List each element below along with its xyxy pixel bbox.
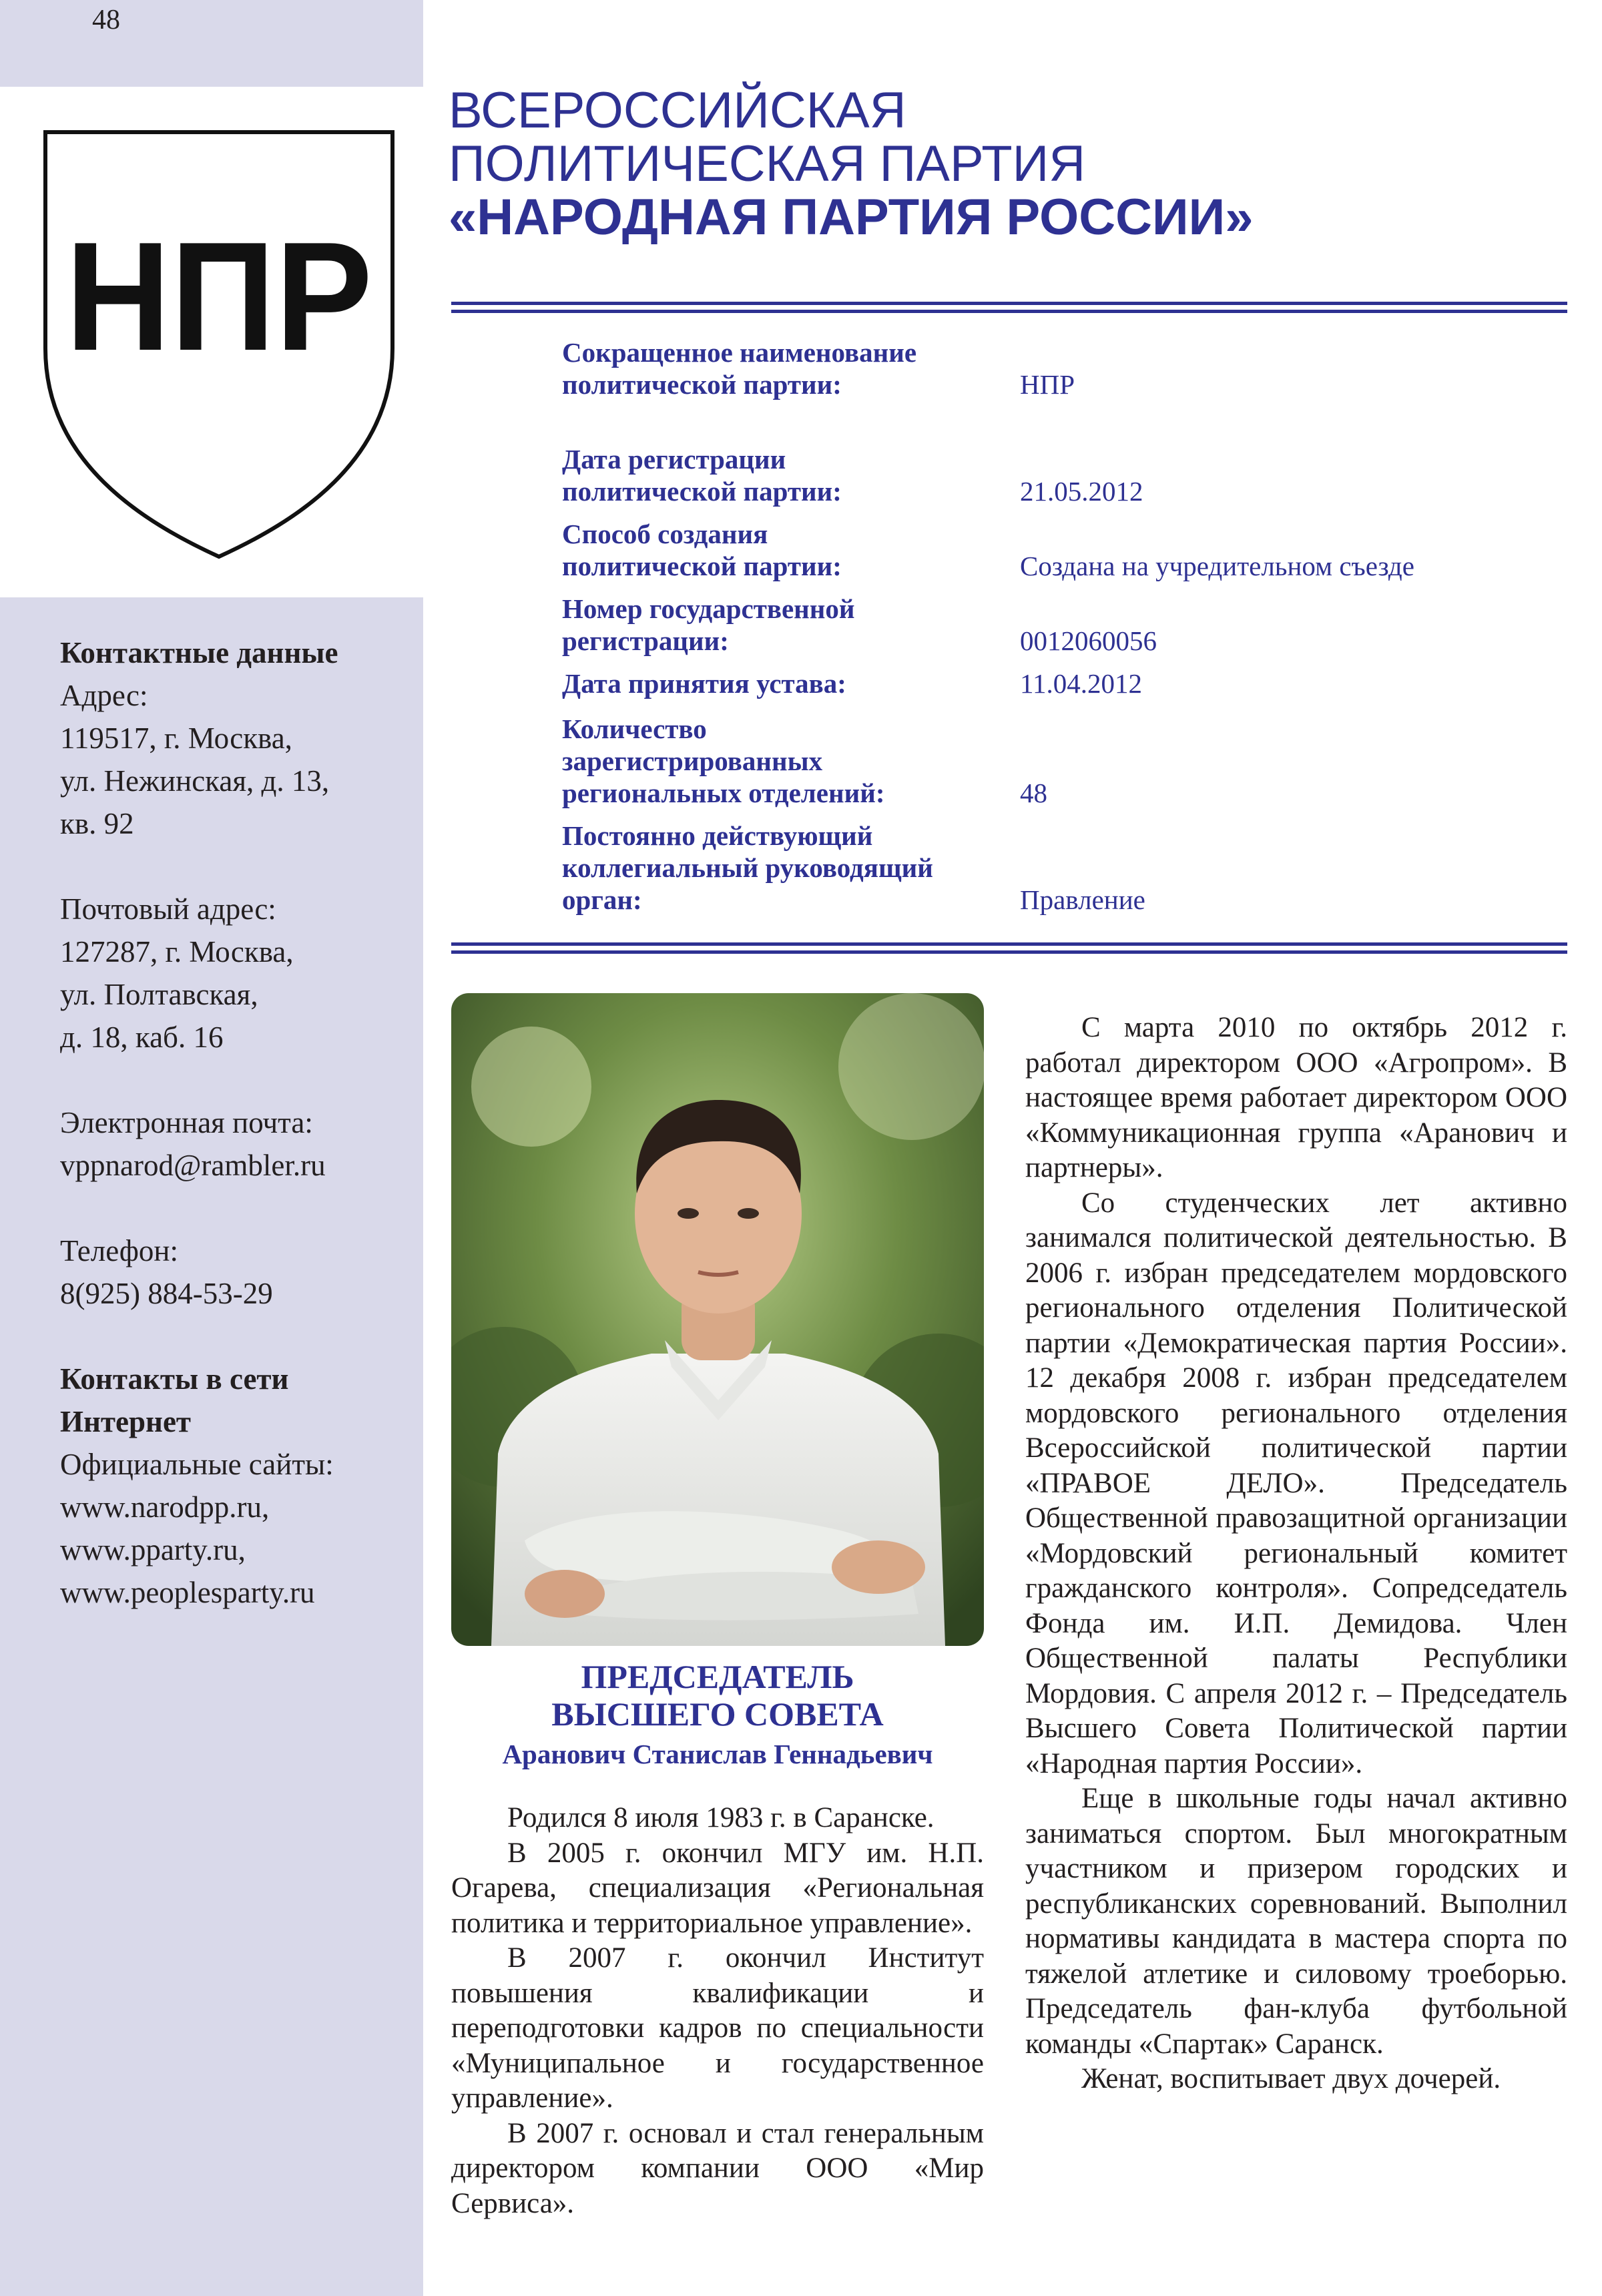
leader-title: ПРЕДСЕДАТЕЛЬ (581, 1658, 854, 1695)
bio-paragraph: Еще в школьные годы начал активно заниматься спортом. Был многократным участником и призером городских и республиканских соревнований. Выполнил нормативы кандидата в мастера спорта по тяжелой атлетике и силовому троеборью. Председатель фан-клуба футбольной команды «Спартак» Саранск. (1025, 1783, 1567, 2060)
bio-paragraph: В 2005 г. окончил МГУ им. Н.П. Огарева, специализация «Региональная политика и территориальное управление». (451, 1837, 984, 1939)
info-value: 48 (1020, 778, 1047, 808)
party-logo-shield (41, 128, 396, 561)
info-label: Номер государственной регистрации: (562, 593, 855, 656)
postal-line: ул. Полтавская, (60, 978, 258, 1011)
email-address[interactable]: vppnarod@rambler.ru (60, 1149, 326, 1182)
email-label: Электронная почта: (60, 1106, 313, 1139)
page-title (449, 84, 1583, 244)
bio-paragraph: В 2007 г. основал и стал генеральным директором компании ООО «Мир Сервиса». (451, 2117, 984, 2219)
contact-details (60, 631, 407, 1614)
leader-title: ВЫСШЕГО СОВЕТА (551, 1695, 884, 1733)
bio-column-right (1025, 1011, 1567, 2097)
address-label: Адрес: (60, 679, 148, 712)
info-value: НПР (1020, 369, 1075, 400)
postal-label: Почтовый адрес: (60, 892, 276, 926)
info-label: Постоянно действующий коллегиальный руководящий орган: (562, 820, 933, 915)
site-link[interactable]: www.peoplesparty.ru (60, 1576, 315, 1609)
phone-number: 8(925) 884-53-29 (60, 1277, 273, 1310)
info-label: Сокращенное наименование политической партии: (562, 337, 917, 400)
bio-paragraph: Родился 8 июля 1983 г. в Саранске. (507, 1802, 934, 1833)
double-rule-top (451, 302, 1567, 313)
info-value: Правление (1020, 884, 1145, 915)
title-line: ПОЛИТИЧЕСКАЯ ПАРТИЯ (449, 135, 1086, 192)
site-link[interactable]: www.narodpp.ru, (60, 1490, 270, 1524)
postal-line: д. 18, каб. 16 (60, 1021, 224, 1054)
leader-name: Аранович Станислав Геннадьевич (502, 1739, 933, 1769)
info-value: 21.05.2012 (1020, 476, 1143, 507)
info-label: Дата принятия устава: (562, 668, 846, 699)
info-label: Дата регистрации политической партии: (562, 444, 842, 507)
phone-label: Телефон: (60, 1234, 178, 1267)
title-party-name: «НАРОДНАЯ ПАРТИЯ РОССИИ» (449, 189, 1254, 246)
bio-column-left (451, 1801, 984, 2221)
title-line: ВСЕРОССИЙСКАЯ (449, 82, 906, 139)
postal-line: 127287, г. Москва, (60, 935, 294, 968)
site-link[interactable]: www.pparty.ru, (60, 1533, 246, 1566)
bio-paragraph: Со студенческих лет активно занимался политической деятельностью. В 2006 г. избран председателем мордовского регионального отделения Политической партии «Демократическая партия России». 12 декабря 2008 г. избран председателем мордовского регионального отделения Всероссийской политической партии «ПРАВОЕ ДЕЛО». Председатель Общественной правозащитной организации «Мордовский региональный комитет гражданского контроля». Сопредседатель Фонда им. И.П. Демидова. Член Общественной палаты Республики Мордовия. С апреля 2012 г. – Председатель Высшего Совета Политической партии «Народная партия России». (1025, 1187, 1567, 1779)
info-label: Способ создания политической партии: (562, 519, 842, 581)
info-label: Количество зарегистрированных региональных отделений: (562, 713, 885, 808)
logo-text: НПР (65, 210, 372, 383)
info-value: 0012060056 (1020, 625, 1157, 656)
address-line: 119517, г. Москва, (60, 722, 292, 755)
leader-portrait-photo (451, 993, 984, 1646)
page-number: 48 (92, 5, 120, 35)
contacts-heading: Контактные данные (60, 636, 338, 669)
double-rule-bottom (451, 942, 1567, 954)
address-line: кв. 92 (60, 807, 134, 840)
bio-paragraph: С марта 2010 по октябрь 2012 г. работал директором ООО «Агропром». В настоящее время работает директором ООО «Коммуникационная группа «Аранович и партнеры». (1025, 1012, 1567, 1183)
bio-paragraph: Женат, воспитывает двух дочерей. (1081, 2063, 1501, 2094)
internet-heading: Интернет (60, 1405, 192, 1438)
bio-paragraph: В 2007 г. окончил Институт повышения квалификации и переподготовки кадров по специальности «Муниципальное и государственное управление». (451, 1942, 984, 2114)
sites-label: Официальные сайты: (60, 1448, 334, 1481)
address-line: ул. Нежинская, д. 13, (60, 764, 330, 798)
internet-heading: Контакты в сети (60, 1362, 289, 1396)
leader-caption (451, 1658, 984, 1774)
info-value: Создана на учредительном съезде (1020, 551, 1414, 581)
info-value: 11.04.2012 (1020, 668, 1142, 699)
